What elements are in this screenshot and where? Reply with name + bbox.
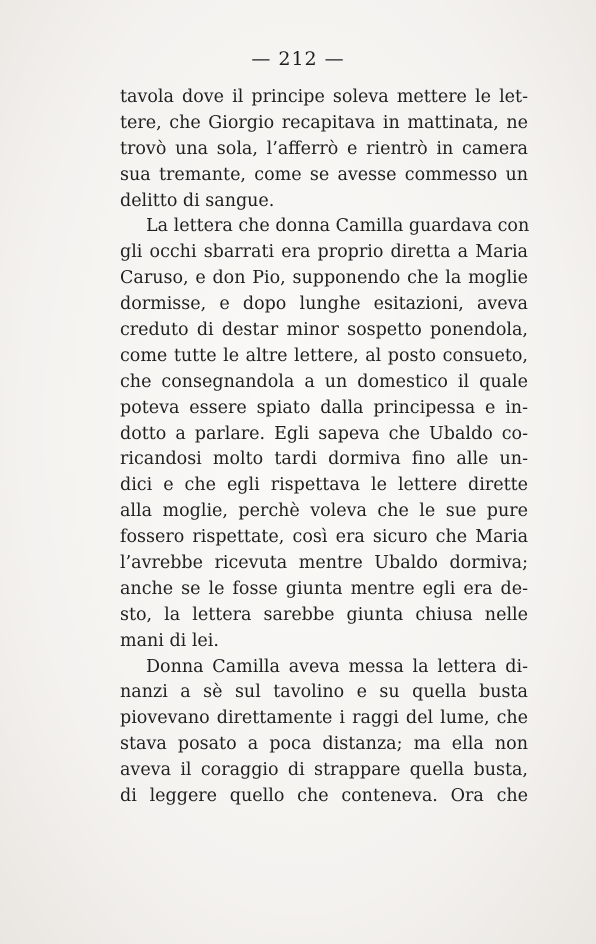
text-line: stava posato a poca distanza; ma ella non xyxy=(120,734,528,755)
text-line: creduto di destar minor sospetto ponendola, xyxy=(120,320,528,341)
text-line: sto, la lettera sarebbe giunta chiusa nelle xyxy=(120,604,528,625)
text-line: poteva essere spiato dalla principessa e in- xyxy=(120,397,528,418)
text-line: Donna Camilla aveva messa la lettera di- xyxy=(146,656,528,677)
text-line: come tutte le altre lettere, al posto consueto, xyxy=(120,345,528,366)
page-number: — 212 — xyxy=(251,48,345,70)
text-line: sua tremante, come se avesse commesso un xyxy=(120,164,528,185)
text-line: dotto a parlare. Egli sapeva che Ubaldo co- xyxy=(120,423,528,444)
text-line: delitto di sangue. xyxy=(120,190,275,211)
text-line: trovò una sola, l’afferrò e rientrò in camera xyxy=(120,138,528,159)
text-line: dormisse, e dopo lunghe esitazioni, aveva xyxy=(120,294,528,315)
text-line: nanzi a sè sul tavolino e su quella busta xyxy=(120,682,528,703)
text-line: l’avrebbe ricevuta mentre Ubaldo dormiva; xyxy=(120,553,528,574)
text-line: tavola dove il principe soleva mettere le let- xyxy=(120,87,528,107)
text-line: alla moglie, perchè voleva che le sue pure xyxy=(120,501,528,522)
text-line: di leggere quello che conteneva. Ora che xyxy=(120,786,528,807)
text-line: anche se le fosse giunta mentre egli era de- xyxy=(120,578,528,599)
text-line: piovevano direttamente i raggi del lume, che xyxy=(120,708,528,729)
text-line: gli occhi sbarrati era proprio diretta a Maria xyxy=(120,242,528,263)
text-line: che consegnandola a un domestico il quale xyxy=(120,371,528,392)
text-line: tere, che Giorgio recapitava in mattinata, ne xyxy=(120,112,528,133)
text-line: ricandosi molto tardi dormiva fino alle un- xyxy=(120,449,528,470)
text-line: dici e che egli rispettava le lettere dirette xyxy=(120,475,528,496)
text-line: aveva il coraggio di strappare quella busta, xyxy=(120,760,528,781)
text-line: Caruso, e don Pio, supponendo che la moglie xyxy=(120,268,528,289)
text-line: La lettera che donna Camilla guardava con xyxy=(146,216,530,237)
text-line: mani di lei. xyxy=(120,630,219,651)
body-text xyxy=(120,85,528,810)
text-line: fossero rispettate, così era sicuro che Maria xyxy=(120,527,528,548)
